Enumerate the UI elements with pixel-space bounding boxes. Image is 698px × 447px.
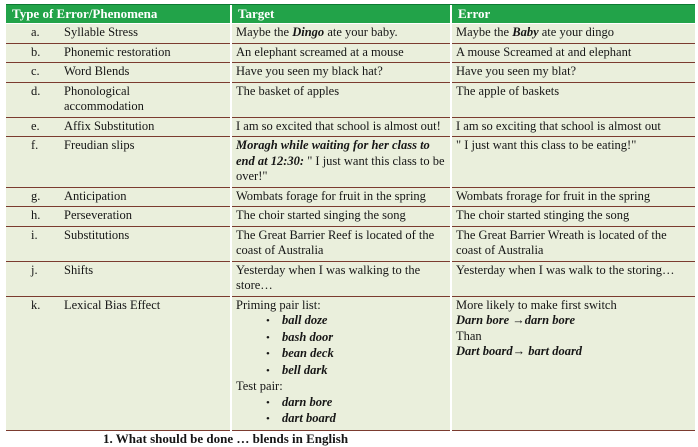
row-letter: k.: [31, 297, 41, 312]
target-cell: [232, 137, 450, 188]
row-label: Phonological accommodation: [64, 83, 144, 113]
table-row: [6, 262, 695, 297]
type-cell: [6, 137, 230, 188]
error-cell: [452, 297, 695, 431]
table-row: [6, 63, 695, 83]
target-cell: [232, 118, 450, 138]
bullet-icon: •: [266, 364, 270, 377]
type-cell: [6, 118, 230, 138]
cell-text-line: A mouse Screamed at and elephant: [456, 44, 632, 59]
cell-text-line: Wombats forage for fruit in the spring: [236, 188, 426, 203]
error-cell: [452, 188, 695, 208]
cell-text-line: The choir started stinging the song: [456, 208, 630, 222]
error-cell: [452, 24, 695, 44]
error-cell: [452, 118, 695, 138]
bullet-list-item: • darn bore: [236, 395, 446, 412]
cell-text-line: Dart board→ bart doard: [456, 344, 583, 358]
row-label: Substitutions: [64, 227, 130, 242]
bullet-list-item: • ball doze: [236, 313, 446, 330]
type-cell: [6, 227, 230, 262]
error-cell: [452, 83, 695, 118]
row-label: Phonemic restoration: [64, 44, 171, 59]
row-letter: a.: [31, 25, 40, 39]
header-type-of-error: Type of Error/Phenomena: [6, 5, 230, 23]
cell-text-line: Moragh while waiting for her class to end at 12:30: " I just want this class to be over!": [236, 138, 445, 183]
target-cell: [232, 44, 450, 64]
table-row: [6, 24, 695, 44]
row-letter: f.: [31, 138, 39, 152]
caption-text: 1. What should be done … blends in English: [103, 431, 349, 446]
row-label: Anticipation: [64, 188, 127, 203]
table-row: [6, 118, 695, 138]
row-label: Affix Substitution: [64, 118, 155, 133]
cell-text-line: The basket of apples: [236, 83, 340, 98]
target-cell: [232, 207, 450, 227]
bullet-icon: •: [266, 413, 270, 425]
target-cell: [232, 24, 450, 44]
cell-text-line: Have you seen my black hat?: [236, 64, 383, 78]
cell-text-line: The choir started singing the song: [236, 208, 406, 222]
type-cell: [6, 262, 230, 297]
type-cell: [6, 188, 230, 208]
type-cell: [6, 24, 230, 44]
error-cell: [452, 44, 695, 64]
error-phenomena-table: [6, 4, 695, 431]
row-label: Freudian slips: [64, 138, 135, 152]
cell-text-line: Have you seen my blat?: [456, 64, 577, 78]
cell-text-line: Priming pair list:: [236, 297, 321, 312]
error-cell: [452, 137, 695, 188]
cell-text-line: The Great Barrier Wreath is located of the coast of Australia: [456, 227, 667, 257]
cell-text-line: More likely to make first switch: [456, 297, 617, 312]
type-cell: [6, 44, 230, 64]
row-letter: i.: [31, 227, 38, 242]
cell-text-line: Yesterday when I was walk to the storing…: [456, 262, 675, 277]
bullet-icon: •: [266, 315, 270, 327]
row-label: Lexical Bias Effect: [64, 297, 161, 312]
table-row: [6, 83, 695, 118]
cell-text-line: Yesterday when I was walking to the store…: [236, 262, 421, 292]
cell-text-line: Maybe the Baby ate your dingo: [456, 25, 614, 39]
target-cell: [232, 83, 450, 118]
header-error: Error: [452, 5, 695, 23]
row-letter: h.: [31, 208, 41, 222]
bullet-list-item: • bean deck: [236, 346, 446, 363]
row-letter: c.: [31, 64, 40, 78]
cell-text-line: Than: [456, 328, 482, 343]
table-row: [6, 188, 695, 208]
table-body: [6, 24, 695, 431]
type-cell: [6, 207, 230, 227]
bullet-list-item: • bash door: [236, 330, 446, 347]
row-letter: g.: [31, 188, 41, 203]
cell-text-line: I am so excited that school is almost out!: [236, 118, 441, 133]
caption-question: [103, 431, 348, 447]
type-cell: [6, 83, 230, 118]
table-row: [6, 207, 695, 227]
table-header-row: [6, 4, 695, 23]
table-row: [6, 227, 695, 262]
error-cell: [452, 63, 695, 83]
cell-text-line: " I just want this class to be eating!": [456, 138, 637, 152]
cell-text-line: Darn bore →darn bore: [456, 313, 576, 327]
target-cell: [232, 297, 450, 431]
row-label: Perseveration: [64, 208, 133, 222]
row-letter: j.: [31, 262, 38, 277]
cell-text-line: Maybe the Dingo ate your baby.: [236, 25, 398, 39]
cell-text-line: The Great Barrier Reef is located of the coast of Australia: [236, 227, 435, 257]
bullet-icon: •: [266, 348, 270, 360]
header-target: Target: [232, 5, 450, 23]
target-cell: [232, 188, 450, 208]
type-cell: [6, 63, 230, 83]
cell-text-line: The apple of baskets: [456, 83, 560, 98]
target-cell: [232, 227, 450, 262]
table-row: [6, 44, 695, 64]
cell-text-line: I am so exciting that school is almost out: [456, 118, 661, 133]
bullet-list-item: • bell dark: [236, 363, 446, 380]
table-row: [6, 137, 695, 188]
row-letter: b.: [31, 44, 41, 59]
bullet-list-item: • dart board: [236, 411, 446, 428]
table-row: [6, 297, 695, 431]
error-cell: [452, 227, 695, 262]
row-label: Word Blends: [64, 64, 130, 78]
target-cell: [232, 63, 450, 83]
cell-text-line: An elephant screamed at a mouse: [236, 44, 404, 59]
bullet-icon: •: [266, 396, 270, 409]
row-letter: d.: [31, 83, 41, 98]
row-label: Syllable Stress: [64, 25, 138, 39]
row-letter: e.: [31, 118, 40, 133]
cell-text-line: Test pair:: [236, 379, 283, 393]
error-cell: [452, 262, 695, 297]
target-cell: [232, 262, 450, 297]
error-cell: [452, 207, 695, 227]
bullet-icon: •: [266, 331, 270, 344]
type-cell: [6, 297, 230, 431]
row-label: Shifts: [64, 262, 94, 277]
cell-text-line: Wombats frorage for fruit in the spring: [456, 188, 651, 203]
